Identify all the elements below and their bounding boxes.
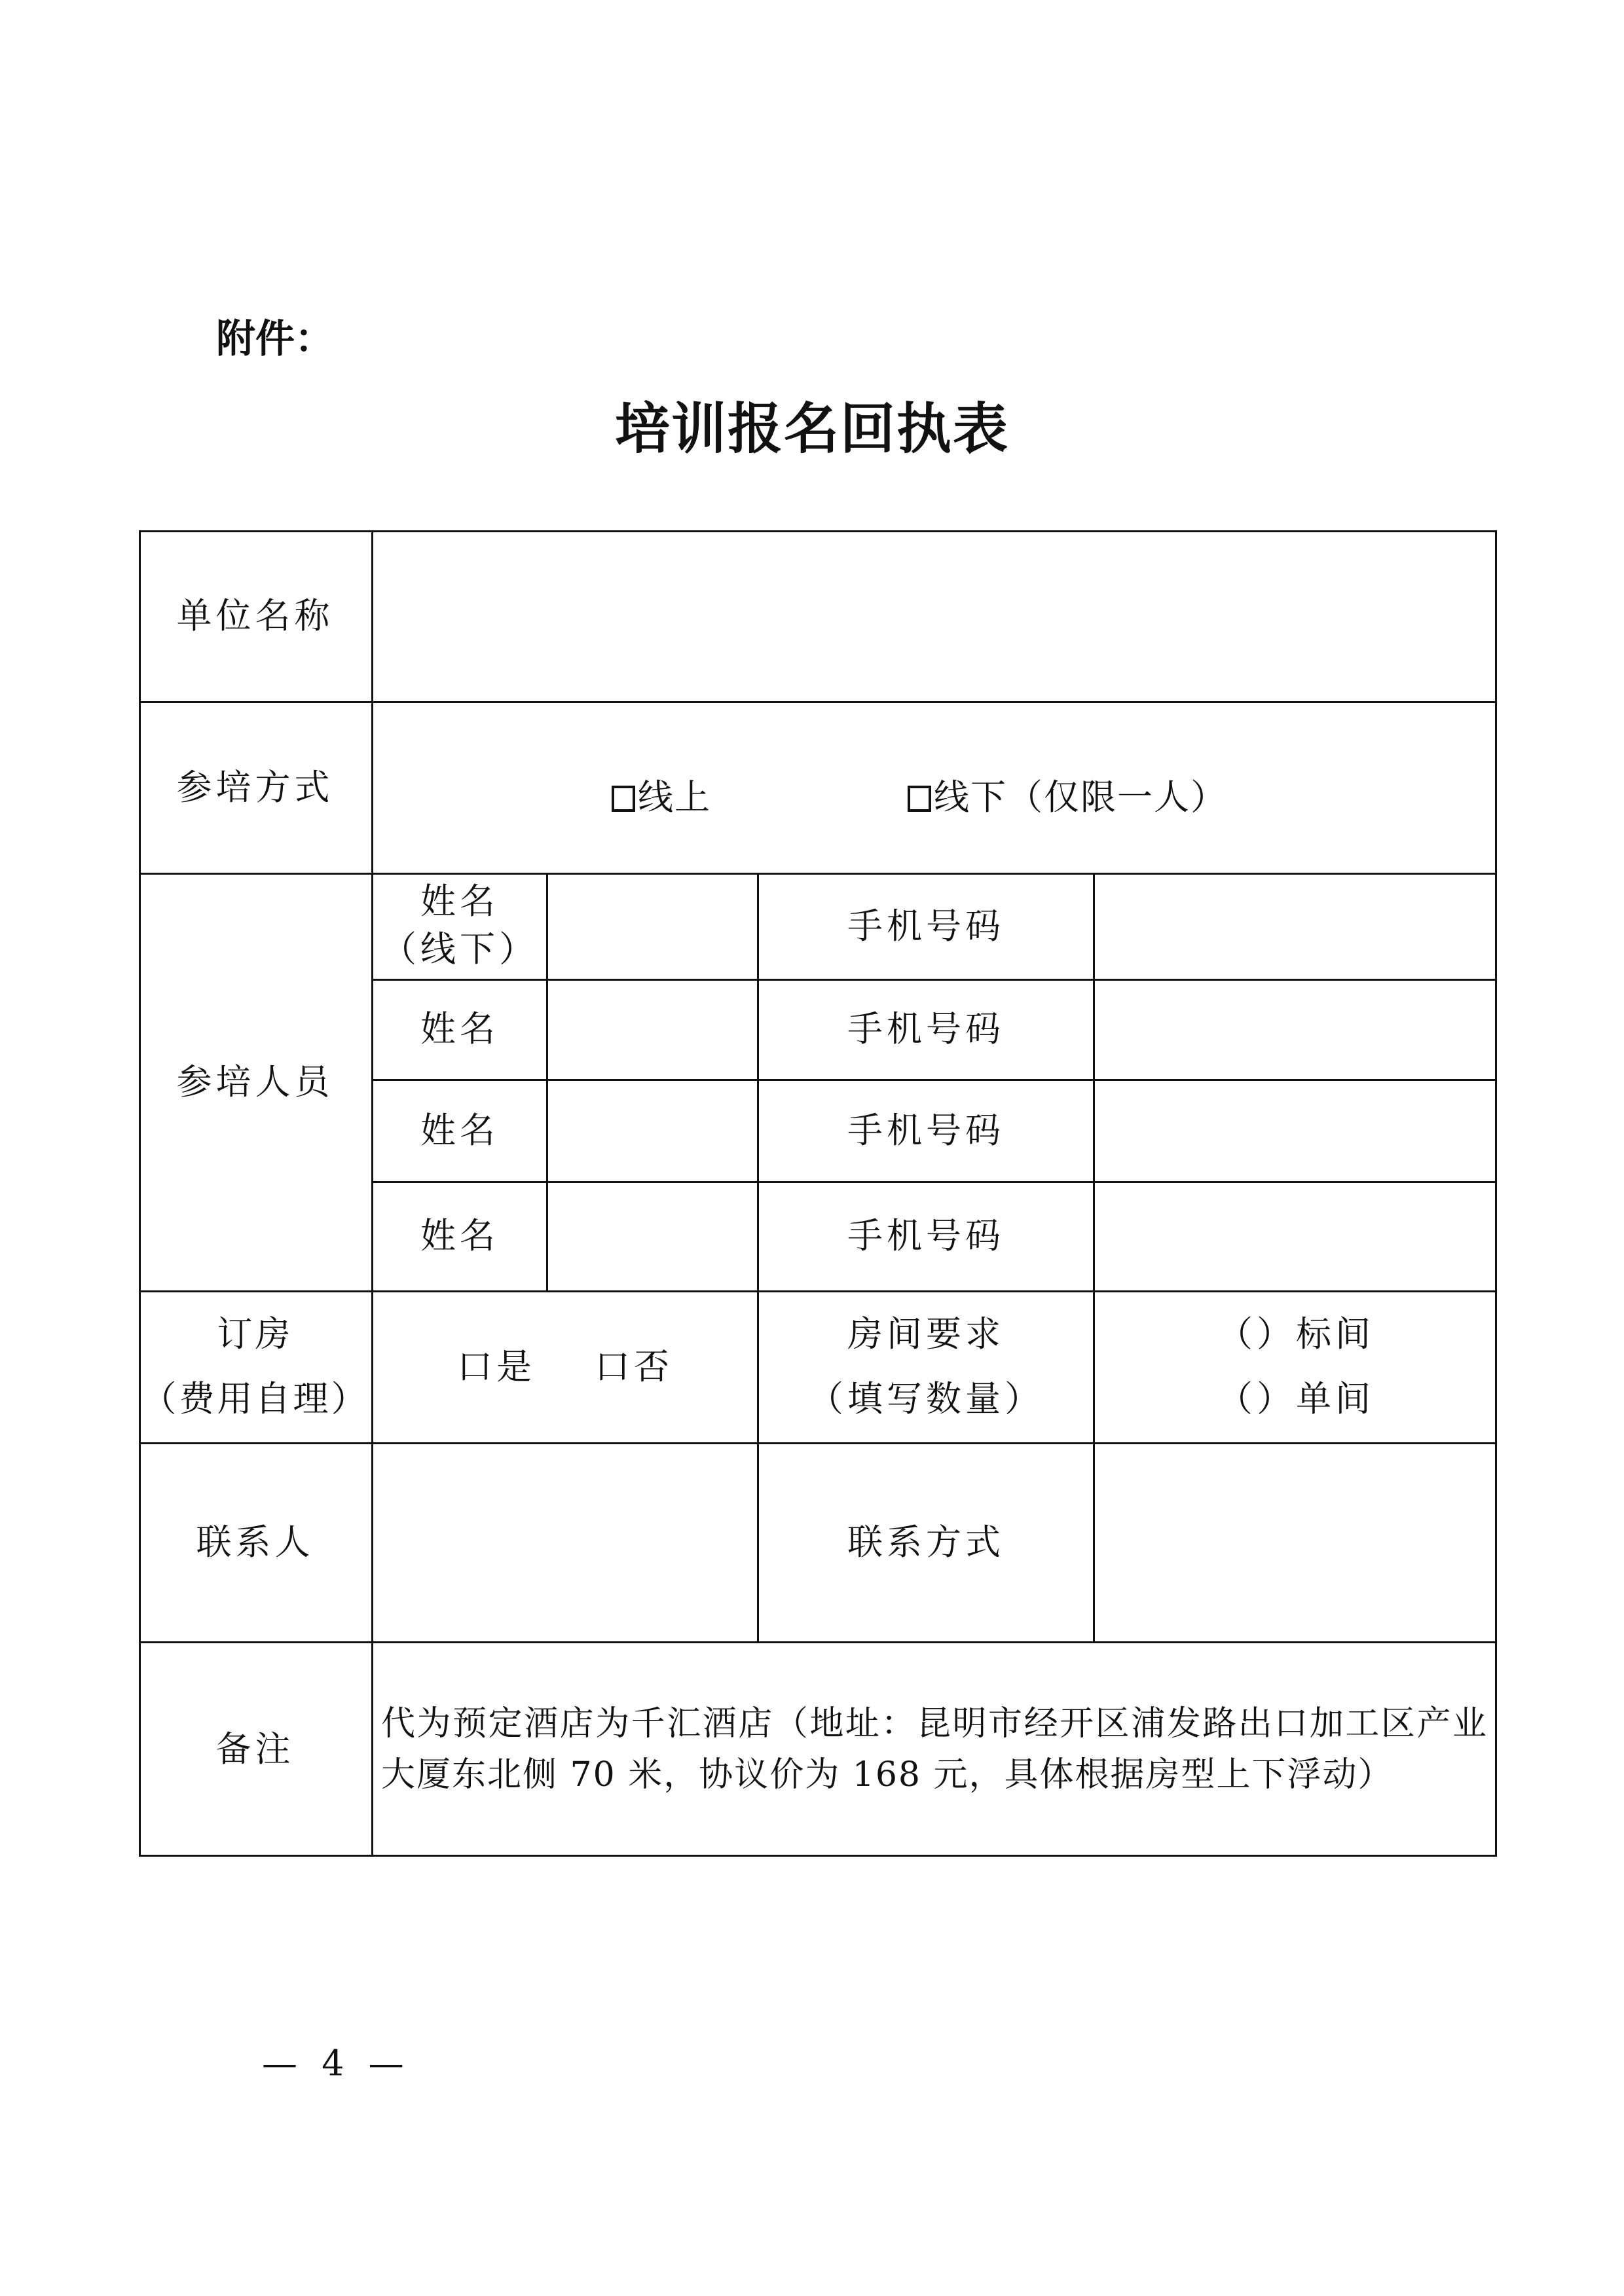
room-single-option[interactable]: （）单间 xyxy=(1217,1378,1375,1419)
booking-label: 订房 （费用自理） xyxy=(141,1313,369,1419)
phone-label: 手机号码 xyxy=(847,1109,1005,1151)
participant-name-field[interactable] xyxy=(548,873,757,979)
phone-field[interactable] xyxy=(1095,1181,1497,1290)
page-number: — 4 — xyxy=(262,2043,411,2084)
participant-name-field[interactable] xyxy=(548,1181,757,1290)
phone-field[interactable] xyxy=(1095,979,1497,1079)
checkbox-icon[interactable] xyxy=(612,786,635,812)
phone-label: 手机号码 xyxy=(847,905,1005,947)
mode-offline-option[interactable]: 线下（仅限一人） xyxy=(908,771,1227,824)
attachment-label: 附件： xyxy=(216,316,334,362)
booking-yes-option[interactable]: 口是 xyxy=(457,1345,536,1387)
room-standard-option[interactable]: （）标间 xyxy=(1217,1313,1375,1355)
participant-name-label: 姓名 （线下） xyxy=(381,881,538,970)
participants-label: 参培人员 xyxy=(176,1061,334,1102)
participant-name-field[interactable] xyxy=(548,1079,757,1181)
phone-field[interactable] xyxy=(1095,873,1497,979)
participant-name-label: 姓名 xyxy=(420,1109,499,1151)
participant-name-field[interactable] xyxy=(548,979,757,1079)
page-title: 培训报名回执表 xyxy=(614,397,1009,461)
remark-text: 代为预定酒店为千汇酒店（地址：昆明市经开区浦发路出口加工区产业大厦东北侧 70 米，协议价为 168 元，具体根据房型上下浮动） xyxy=(381,1704,1488,1795)
contact-person-field[interactable] xyxy=(373,1442,757,1641)
booking-options xyxy=(373,1290,757,1442)
phone-field[interactable] xyxy=(1095,1079,1497,1181)
mode-options xyxy=(373,701,1497,873)
remark-label: 备注 xyxy=(215,1728,295,1770)
mode-label: 参培方式 xyxy=(176,766,334,808)
contact-method-label: 联系方式 xyxy=(847,1521,1005,1563)
phone-label: 手机号码 xyxy=(847,1008,1005,1049)
mode-online-option[interactable]: 线上 xyxy=(612,771,711,824)
phone-label: 手机号码 xyxy=(847,1215,1005,1256)
checkbox-icon[interactable] xyxy=(908,786,931,812)
participant-name-label: 姓名 xyxy=(420,1215,499,1256)
contact-person-label: 联系人 xyxy=(196,1521,314,1563)
unit-name-field[interactable] xyxy=(373,530,1497,701)
contact-method-field[interactable] xyxy=(1095,1442,1497,1641)
room-type-options xyxy=(1095,1290,1497,1442)
unit-name-label: 单位名称 xyxy=(176,595,334,636)
participant-name-label: 姓名 xyxy=(420,1008,499,1049)
room-requirement-label: 房间要求 （填写数量） xyxy=(808,1313,1044,1419)
booking-no-option[interactable]: 口否 xyxy=(595,1345,673,1387)
